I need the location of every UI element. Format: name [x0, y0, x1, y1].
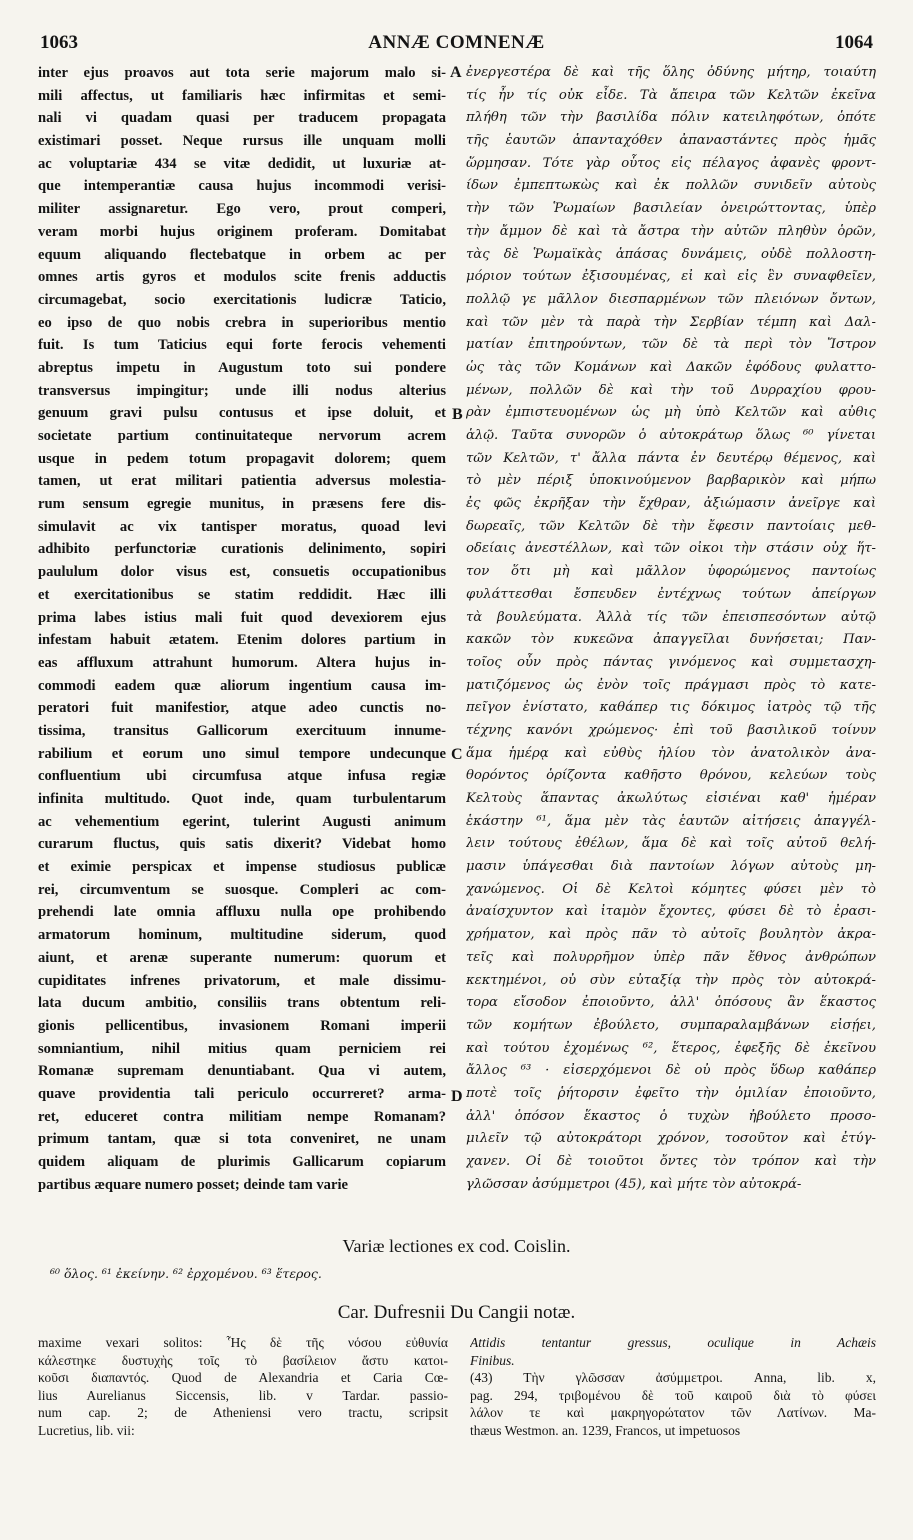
latin-text-line: equum aliquando flectebatque in orbem ac per — [38, 246, 446, 263]
latin-text-line: et eximie perspicax et impense studiosus publicæ — [38, 859, 446, 876]
greek-text-line: χανεν. Οἱ δὲ τοιοῦτοι ὄντες τὸν τρόπον καὶ τὴν — [466, 1154, 876, 1169]
greek-text-line: τέχνης κανόνι χρώμενος· ἐπὶ τοῦ βασιλικοῦ τοίνυν — [466, 722, 876, 738]
note-line: Lucretius, lib. vii: — [38, 1422, 135, 1438]
latin-text-line: ac vehementium egerint, tulerint Augusti animum — [38, 813, 446, 830]
latin-text-line: simulavit ac vix tantisper moratus, quoad levi — [38, 518, 446, 535]
greek-text-line: πολλῷ γε μᾶλλον διεσπαρμένων τῶν πλειόνων ὄντων, — [466, 291, 876, 307]
greek-text-line: θορόντος ὁρίζοντα καθῆστο θρόνου, κελεύων τοὺς — [466, 768, 876, 784]
notes-left-column — [38, 1334, 448, 1439]
greek-text-line: ἐς φῶς ἐκρῆξαν τὴν ἔχθραν, ἀξιώμασιν ἀνεῖργε καὶ — [466, 496, 876, 512]
latin-text-line: Romanæ supremam denuntiabant. Qua vi autem, — [38, 1063, 446, 1080]
page-number-right: 1064 — [835, 32, 873, 53]
greek-text-line: καὶ τῶν μὲν τὰ παρὰ τὴν Σερβίαν τέμπη καὶ Δαλ- — [466, 314, 876, 330]
variants-heading: Variæ lectiones ex cod. Coislin. — [342, 1236, 571, 1256]
running-title: ANNÆ COMNENÆ — [368, 32, 545, 53]
latin-text-line: usque in pedem totum propagavit dolorem; quem — [38, 450, 446, 467]
latin-text-line: cupiditates infrenes privatorum, et male dissimu- — [38, 972, 446, 989]
greek-text-line: πεῖγον ἐνίστατο, καθάπερ τις δόκιμος ἰατρὸς τῷ τῆς — [466, 700, 876, 716]
note-line: λάλον τε καὶ μακρηγορώτατον τῶν Λατίνων. Ma- — [470, 1405, 876, 1420]
latin-text-line: curarum fluctus, quis satis dixerit? Videbat homo — [38, 836, 446, 853]
latin-text-line: gionis pellicentibus, invasionem Romani imperii — [38, 1017, 446, 1034]
latin-text-line: commodi eadem quæ aliorum ingentium causa im- — [38, 677, 446, 694]
margin-letter-b: B — [452, 406, 463, 423]
greek-text-line: τεῖς καὶ πολυρρῆμον ὑπὲρ πᾶν ἔθνος ἀνθρώπων — [466, 949, 876, 965]
greek-text-line: τοῖος οὖν πρὸς πάντας γινόμενος καὶ συμμετασχη- — [466, 654, 876, 670]
greek-text-line: τῆς ἑαυτῶν ἁπανταχόθεν ἀπαναστάντες πρὸς ἡμᾶς — [466, 133, 876, 149]
latin-column — [38, 62, 446, 1196]
page-number-left: 1063 — [40, 32, 78, 53]
greek-text-line: Κελτοὺς ἅπαντας ἀκωλύτως εἰσιέναι καθ' ἡμέραν — [466, 791, 876, 806]
latin-text-line: infestam habuit ætatem. Etenim dolores partium in — [38, 632, 446, 649]
greek-text-line: ὥρμησαν. Τότε γὰρ οὗτος εἰς πέλαγος ἀφανὲς φροντ- — [466, 155, 876, 171]
latin-text-line: confluentium ubi circumfusa atque infusa regiæ — [38, 768, 446, 785]
latin-text-line: eas affluxum attrahunt humorum. Altera hujus in- — [38, 654, 446, 671]
note-line: Attidis tentantur gressus, oculique in Achæis — [470, 1335, 876, 1350]
greek-text-line: μιλεῖν τῷ αὐτοκράτορι χρόνον, τοσοῦτον καὶ ἐτύγ- — [466, 1131, 876, 1147]
greek-text-line: ίδων ἐμπεπτωκὼς καὶ ἐκ πολλῶν συνιδεῖν αὐτοὺς — [466, 178, 876, 194]
latin-text-line: omnes artis gyros et modulos scite frenis adductis — [38, 269, 446, 286]
latin-text-line: paululum dolor visus est, consuetis occupationibus — [38, 564, 446, 581]
greek-text-line: γλῶσσαν ἀσύμμετροι (45), καὶ μήτε τὸν αὐτοκρά- — [466, 1176, 802, 1192]
latin-text-line: que intemperantiæ causa hujus incommodi verisi- — [38, 178, 446, 195]
latin-text-line: primum tantam, quæ si tota conveniret, ne unam — [38, 1131, 446, 1148]
note-line: κοῦσι διαπαντός. Quod de Alexandria et Caria Cœ- — [38, 1370, 448, 1385]
latin-text-line: fuit. Is tum Taticius equi forte ferocis vehementi — [38, 337, 446, 354]
greek-text-line: ρὰν ἐμπιστευομένων ὡς μὴ ὑπὸ Κελτῶν καὶ αὐθις — [466, 405, 876, 421]
latin-text-line: quave providentia tali periculo occurreret? arma- — [38, 1085, 446, 1102]
greek-text-line: χανώμενος. Οἱ δὲ Κελτοὶ κόμητες φύσει μὲν τὸ — [466, 881, 876, 897]
greek-text-line: κακῶν τὸν κυκεῶνα ἀπαγγεῖλαι δυνήσεται; Παν- — [466, 632, 876, 648]
note-line: κάλεστηκε δυστυχὴς τοῖς τὸ βασίλειον ἄστυ κατοι- — [38, 1352, 448, 1368]
note-line: (43) Τὴν γλῶσσαν ἀσύμμετροι. Anna, lib. x, — [470, 1370, 876, 1385]
latin-text-line: transversus impingitur; unde illi nodus alterius — [38, 382, 446, 399]
greek-text-line: ἑκάστην ⁶¹, ἅμα μὲν τὰς ἑαυτῶν αἰτήσεις ἀπαγγέλ- — [466, 813, 876, 829]
greek-text-line: τίς ἦν τίς οὐκ εἶδε. Τὰ ἄπειρα τῶν Κελτῶν ἐκεῖνα — [466, 87, 876, 103]
note-line: lius Aurelianus Siccensis, lib. v Tardar. passio- — [38, 1387, 448, 1403]
notes-right-column — [470, 1334, 876, 1439]
latin-text-line: societate partium continuitateque nervorum acrem — [38, 428, 446, 444]
greek-text-line: καὶ τούτου ἐχομένως ⁶², ἕτερος, ἐφεξῆς δὲ ἐκεῖνου — [466, 1040, 876, 1056]
latin-text-line: rum sensum egregie munitus, in præsens fere dis- — [38, 496, 446, 513]
greek-text-line: τῶν κομήτων ἐβούλετο, συμπαραλαμβάνων εἰσῄει, — [466, 1017, 876, 1033]
greek-text-line: τὴν ἄμμον δὲ καὶ τὰ ἄστρα τὴν αὐτῶν πληθὺν ὁρῶν, — [466, 223, 876, 239]
note-line: maxime vexari solitos: Ἧς δὲ τῆς νόσου εὐθυνία — [38, 1335, 448, 1350]
greek-text-line: τὴν τῶν Ῥωμαίων βασιλείαν ὀνειρώττοντας, ὑπὲρ — [466, 201, 876, 217]
latin-text-line: genuum gravi pulsu contusus et ipse doluit, et — [38, 405, 446, 422]
page-header — [40, 32, 873, 60]
latin-text-line: nali vi quadam quasi per traducem propagata — [38, 110, 446, 127]
margin-letter-c: C — [451, 746, 463, 763]
greek-text-line: τὰς δὲ Ῥωμαϊκὰς ἁπάσας δυνάμεις, οὐδὲ πολλοστη- — [466, 246, 876, 262]
greek-text-line: τῶν Κελτῶν, τ' ἄλλα πάντα ἐν δευτέρῳ θέμενος, καὶ — [466, 450, 876, 466]
latin-text-line: existimari posset. Neque rursus ille unquam molli — [38, 133, 446, 150]
latin-text-line: tamen, ut erat militari patientia adversus molestia- — [38, 473, 446, 490]
greek-text-line: ἀλλ' ὁπόσον ἕκαστος ὁ τυχὼν ἠβούλετο προσο- — [466, 1108, 876, 1124]
greek-text-line: οδείαις ἀνεστέλλων, καὶ τῶν οἰκοι τὴν στάσιν οὐχ ἥτ- — [466, 541, 876, 557]
latin-text-line: aiunt, et arenæ superante numerum: quorum et — [38, 949, 446, 966]
greek-text-line: χρήματον, καὶ πρὸς πᾶν τὸ αὐτοῖς βουλητὸν ἀκρα- — [466, 927, 876, 943]
note-line: num cap. 2; de Atheniensi vero tractu, scripsit — [38, 1405, 448, 1420]
greek-text-line: τον ὅτι μὴ καὶ μᾶλλον ὑφορώμενος παντοίως — [466, 564, 876, 580]
latin-text-line: infinita multitudo. Quot inde, quam turbulentarum — [38, 791, 446, 807]
latin-text-line: peratori fuit manifestior, atque adeo cunctis no- — [38, 700, 446, 717]
notes-heading: Car. Dufresnii Du Cangii notæ. — [337, 1302, 576, 1323]
margin-letter-d: D — [451, 1088, 463, 1105]
greek-text-line: φυλάττεσθαι ἔσπευδεν ἐντέχνως τούτων ἀπείργων — [466, 586, 876, 602]
greek-text-line: μένων, πολλῶν δὲ καὶ τὴν τοῦ Δυρραχίου φρου- — [466, 382, 876, 398]
greek-text-line: τὰ βουλεύματα. Ἀλλὰ τίς τῶν ἐπεισπεσόντων αὐτῷ — [466, 609, 876, 625]
latin-text-line: mili affectus, ut familiaris hæc infirmitas et semi- — [38, 87, 446, 104]
latin-text-line: adhibito perfunctoriæ curationis delinimento, sopiri — [38, 541, 446, 558]
latin-text-line: partibus æquare numero posset; deinde tam varie — [38, 1176, 348, 1193]
note-line: pag. 294, τριβομένου δὲ τοῦ καιροῦ διὰ τὸ φύσει — [470, 1387, 876, 1403]
latin-text-line: prima labes istius mali fuit quod devexiorem ejus — [38, 609, 446, 626]
greek-text-line: τορα εἴσοδον ἐποιοῦντο, ἀλλ' ὁπόσους ἂν ἕκαστος — [466, 995, 876, 1011]
latin-text-line: abreptus impetu in Augustum toto sui pondere — [38, 359, 446, 376]
latin-text-line: rei, circumventum se suosque. Compleri ac com- — [38, 881, 446, 898]
greek-text-line: ἀναίσχυντον καὶ ἰταμὸν ἔχοντες, φύσει δὲ τὸ ἐρασι- — [466, 904, 876, 920]
greek-text-line: λειν τούτους ἐθέλων, ἅμα δὲ καὶ τοῖς αὐτοῦ θελή- — [466, 836, 876, 852]
latin-text-line: armatorum hominum, multitudine siderum, quod — [38, 927, 446, 944]
greek-text-line: ἅμα ἡμέρᾳ καὶ εὐθὺς ἡλίου τὸν ἀνατολικὸν ἀνα- — [466, 745, 876, 761]
greek-text-line: ἄλλος ⁶³ · εἰσερχόμενοι δὲ οὐ πρὸς ὕδωρ καθάπερ — [466, 1063, 876, 1079]
greek-text-line: μασιν ὑπάγεσθαι διὰ παντοίων λόγων αὐτοὺς μη- — [466, 859, 876, 875]
latin-text-line: veram morbi hujus originem proferam. Domitabat — [38, 223, 446, 240]
greek-text-line: ματιζόμενος ὡς ἐνὸν τοῖς πράγμασι πρὸς τὸ κατε- — [466, 677, 876, 693]
latin-text-line: ac voluptariæ 434 se vitæ dedidit, ut luxuriæ at- — [38, 155, 446, 172]
latin-text-line: somniantium, nihil mitius quam perniciem rei — [38, 1040, 446, 1057]
greek-text-line: ποτὲ τοῖς ῥήτορσιν ἐφεῖτο τὴν ὁμιλίαν ἐποιοῦντο, — [466, 1085, 876, 1101]
greek-text-line: μόριον τούτων ἐξισουμένας, εἰ καὶ εἰς ἓν συναφθεῖεν, — [466, 269, 876, 285]
greek-text-line: πλήθη τῶν τὴν βασιλίδα πόλιν κατειληφότων, ὁπότε — [466, 110, 876, 126]
greek-text-line: ἐνεργεστέρα δὲ καὶ τῆς ὅλης ὀδύνης μήτηρ, τοιαύτη — [466, 65, 876, 80]
greek-text-line: ἁλῷ. Ταῦτα συνορῶν ὁ αὐτοκράτωρ ὅλως ⁶⁰ γίνεται — [466, 428, 876, 443]
latin-text-line: militer assignaretur. Ego vero, prout comperi, — [38, 201, 446, 218]
latin-text-line: inter ejus proavos aut tota serie majorum malo si- — [38, 65, 446, 81]
margin-letter-a: A — [450, 64, 462, 81]
variants-line: ⁶⁰ ὅλος. ⁶¹ ἐκείνην. ⁶² ἐρχομένου. ⁶³ ἕτερος. — [50, 1266, 322, 1281]
latin-text-line: prehendi late omnia affluxu nulla ope prohibendo — [38, 904, 446, 921]
note-line: Finibus. — [470, 1352, 515, 1368]
latin-text-line: et exercitationibus se statim reddidit. Hæc illi — [38, 586, 446, 603]
note-line: thæus Westmon. an. 1239, Francos, ut impetuosos — [470, 1422, 741, 1438]
latin-text-line: eo ipso de quo nobis crebra in superioribus mentio — [38, 314, 446, 331]
greek-text-line: τὸ μὲν πέριξ ὑποκινούμενον βαρβαρικὸν καὶ μήπω — [466, 473, 876, 489]
greek-text-line: ὡς τὰς τῶν Κομάνων καὶ Δακῶν ἐφόδους φυλαττο- — [466, 359, 876, 375]
latin-text-line: tissima, transitus Gallicorum exercituum innume- — [38, 722, 446, 739]
latin-text-line: circumagebat, socio exercitationis ludicræ Taticio, — [38, 291, 446, 308]
greek-column — [466, 62, 876, 1196]
greek-text-line: κεκτημένοι, οὐ σὺν εὐταξίᾳ τὴν πρὸς τὸν αὐτοκρά- — [466, 972, 876, 988]
greek-text-line: δωρεαῖς, τῶν Κελτῶν δὲ τὴν ἔφεσιν παντοίαις μεθ- — [466, 518, 876, 534]
latin-text-line: quidem aliquam de plurimis Gallicarum copiarum — [38, 1154, 446, 1170]
latin-text-line: lata ducum ambitio, consiliis trans obtentum reli- — [38, 995, 446, 1012]
greek-text-line: ματίαν ἐπιτηρούντων, τῶν δὲ τὰ περὶ τὸν Ἴστρον — [466, 337, 876, 353]
latin-text-line: rabilium et eorum uno simul tempore undecunque — [38, 745, 446, 762]
latin-text-line: ret, educeret contra militiam nempe Romanam? — [38, 1108, 446, 1125]
